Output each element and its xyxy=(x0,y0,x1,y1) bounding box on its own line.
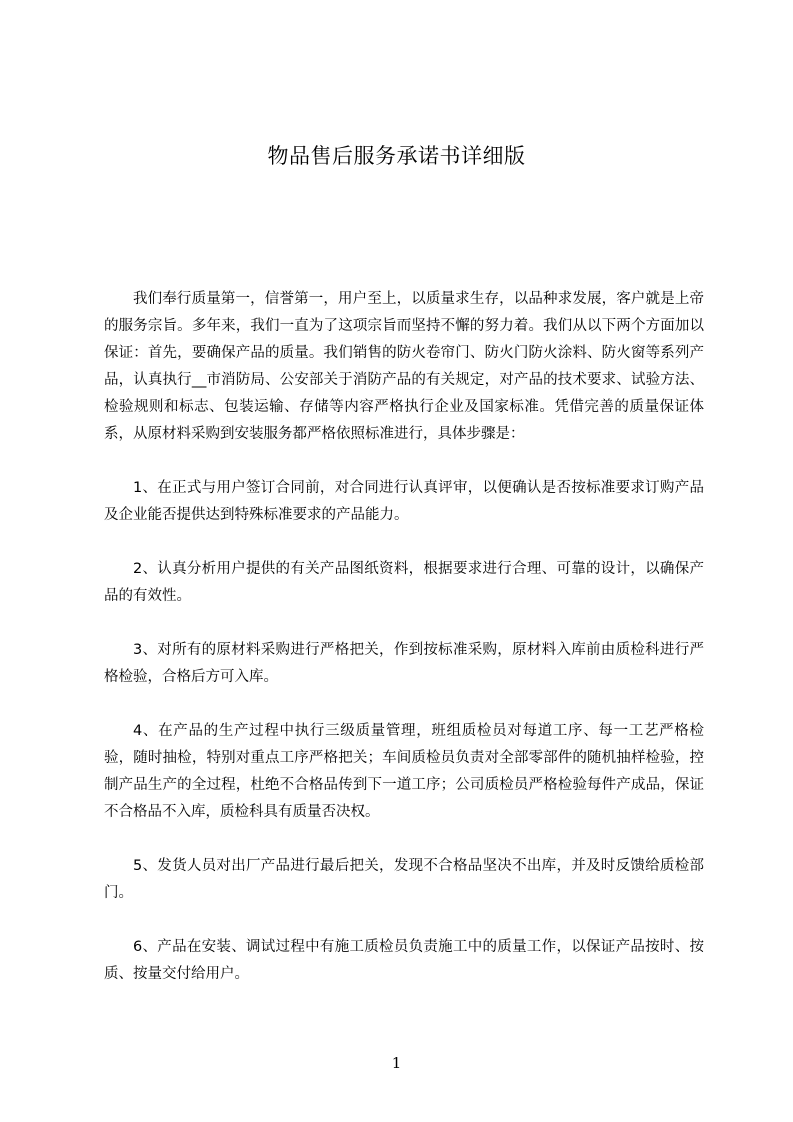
step-2-paragraph: 2、认真分析用户提供的有关产品图纸资料，根据要求进行合理、可靠的设计，以确保产品的有效性。 xyxy=(104,561,704,604)
document-body xyxy=(104,286,704,1015)
document-title: 物品售后服务承诺书详细版 xyxy=(267,144,526,168)
intro-paragraph: 我们奉行质量第一，信誉第一，用户至上，以质量求生存，以品种求发展，客户就是上帝的服务宗旨。多年来，我们一直为了这项宗旨而坚持不懈的努力着。我们从以下两个方面加以保证：首先，要确保产品的质量。我们销售的防火卷帘门、防火门防火涂料、防火窗等系列产品，认真执行__市消防局、公安部关于消防产品的有关规定，对产品的技术要求、试验方法、检验规则和标志、包装运输、存储等内容严格执行企业及国家标准。凭借完善的质量保证体系，从原材料采购到安装服务都严格依照标准进行，具体步骤是： xyxy=(104,291,704,442)
step-5-paragraph: 5、发货人员对出厂产品进行最后把关，发现不合格品坚决不出库，并及时反馈给质检部门。 xyxy=(104,858,704,901)
step-6-paragraph: 6、产品在安装、调试过程中有施工质检员负责施工中的质量工作，以保证产品按时、按质、按量交付给用户。 xyxy=(104,939,704,982)
step-3-paragraph: 3、对所有的原材料采购进行严格把关，作到按标准采购，原材料入库前由质检科进行严格检验，合格后方可入库。 xyxy=(104,642,704,685)
step-4-paragraph: 4、在产品的生产过程中执行三级质量管理，班组质检员对每道工序、每一工艺严格检验，随时抽检，特别对重点工序严格把关；车间质检员负责对全部零部件的随机抽样检验，控制产品生产的全过程，杜绝不合格品传到下一道工序；公司质检员严格检验每件产成品，保证不合格品不入库，质检科具有质量否决权。 xyxy=(104,723,704,820)
page-number: 1 xyxy=(391,1054,402,1072)
step-1-paragraph: 1、在正式与用户签订合同前，对合同进行认真评审，以便确认是否按标准要求订购产品及企业能否提供达到特殊标准要求的产品能力。 xyxy=(104,480,704,523)
